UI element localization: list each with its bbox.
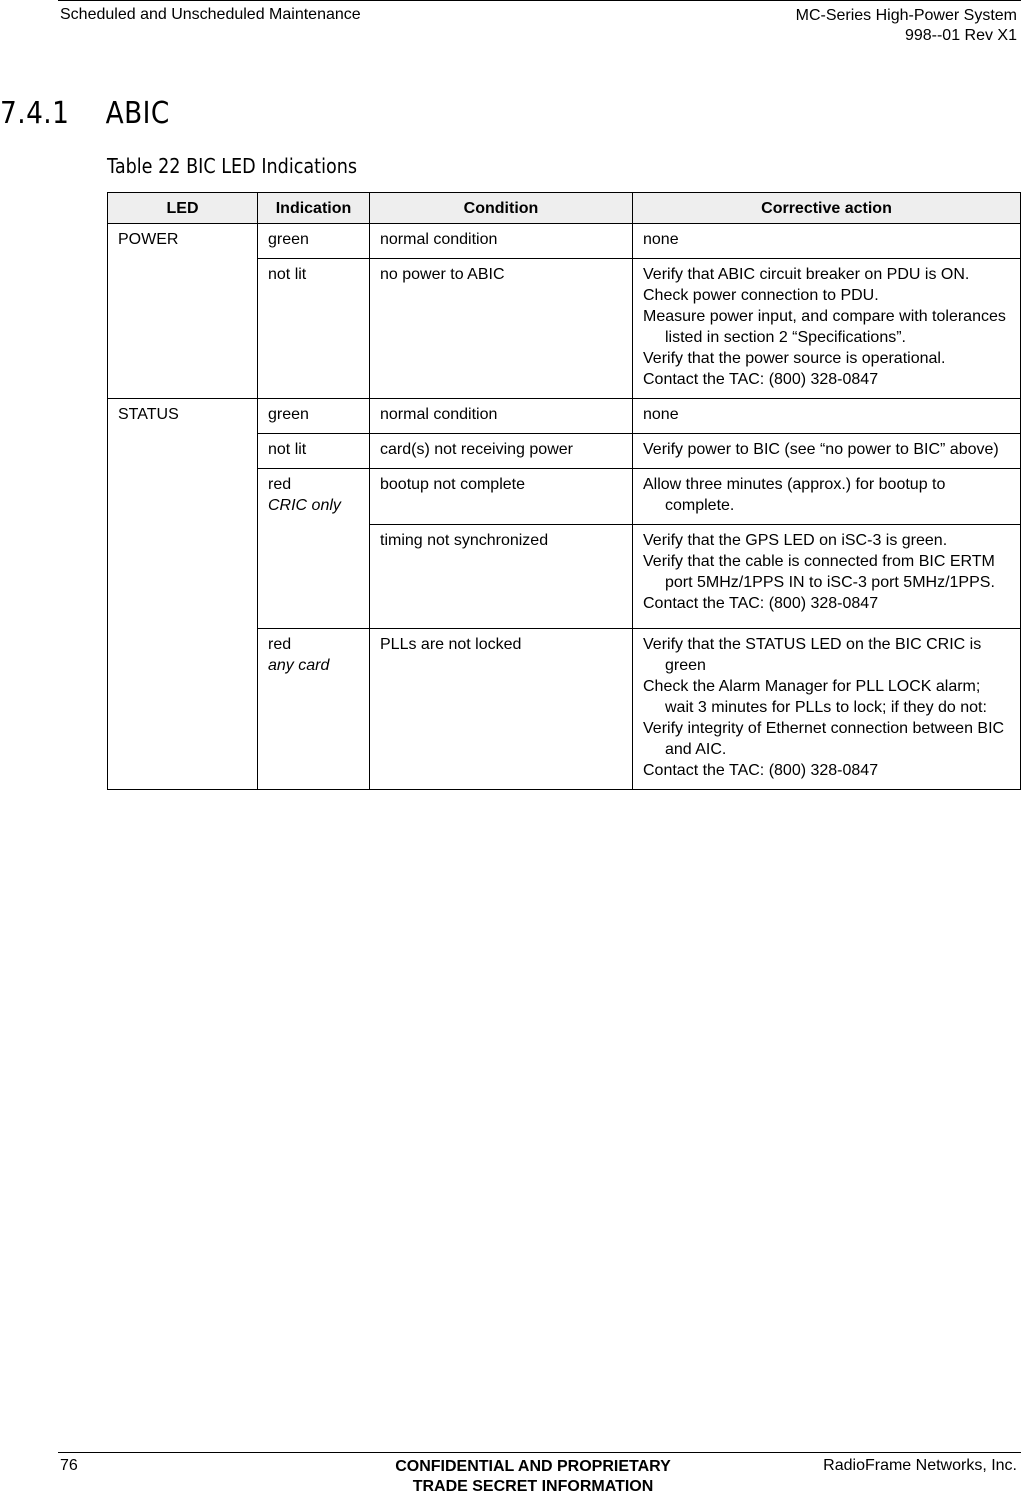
section-number: 7.4.1 (0, 96, 70, 131)
footer-confidential-line2: TRADE SECRET INFORMATION (412, 1478, 654, 1495)
action-cell: none (633, 399, 1021, 434)
action-cell (633, 469, 1021, 525)
action-cell (633, 434, 1021, 469)
table-header-row (108, 193, 1021, 224)
indication-cell (258, 629, 370, 790)
indication-cell: green (258, 224, 370, 259)
condition-cell: bootup not complete (370, 469, 633, 525)
header-left-text: Scheduled and Unscheduled Maintenance (60, 6, 361, 23)
action-cell (633, 525, 1021, 629)
section-title: ABIC (105, 96, 170, 131)
action-line: Verify integrity of Ethernet connection between BIC and AIC. (643, 720, 1005, 758)
action-line: Verify that the GPS LED on iSC-3 is green. (643, 532, 948, 549)
action-line: Verify power to BIC (see “no power to BIC” above) (643, 441, 999, 458)
table-row (108, 224, 1021, 259)
led-status: STATUS (108, 399, 258, 790)
indication-cell (258, 469, 370, 629)
action-line: Measure power input, and compare with tolerances listed in section 2 “Specifications”. (643, 308, 1006, 346)
indication-cell: not lit (258, 259, 370, 399)
header-led: LED (108, 193, 258, 224)
header-corrective-action: Corrective action (633, 193, 1021, 224)
condition-cell: timing not synchronized (370, 525, 633, 629)
indication-color: red (268, 636, 292, 653)
indication-note: CRIC only (268, 497, 341, 514)
header-revision: 998--01 Rev X1 (904, 27, 1017, 44)
action-line: Verify that ABIC circuit breaker on PDU is ON. (643, 266, 970, 283)
action-line: Verify that the STATUS LED on the BIC CRIC is green (643, 636, 982, 674)
action-cell (633, 259, 1021, 399)
action-line: Verify that the power source is operational. (643, 350, 946, 367)
table-caption: Table 22 BIC LED Indications (107, 154, 358, 178)
footer-company: RadioFrame Networks, Inc. (823, 1457, 1017, 1474)
condition-cell: no power to ABIC (370, 259, 633, 399)
footer-rule (58, 1452, 1021, 1453)
footer-confidential (360, 1457, 706, 1497)
led-power: POWER (108, 224, 258, 399)
header-right-text (796, 6, 1017, 46)
header-condition: Condition (370, 193, 633, 224)
indication-cell: not lit (258, 434, 370, 469)
action-cell (633, 629, 1021, 790)
condition-cell: card(s) not receiving power (370, 434, 633, 469)
page-number: 76 (60, 1457, 78, 1474)
led-indications-table (107, 192, 1021, 790)
header-indication: Indication (258, 193, 370, 224)
indication-cell: green (258, 399, 370, 434)
action-line: Verify that the cable is connected from BIC ERTM port 5MHz/1PPS IN to iSC-3 port 5MHz/1PPS. (643, 553, 995, 591)
footer-confidential-line1: CONFIDENTIAL AND PROPRIETARY (395, 1458, 671, 1475)
action-line: Allow three minutes (approx.) for bootup to complete. (643, 476, 946, 514)
condition-cell: PLLs are not locked (370, 629, 633, 790)
action-cell: none (633, 224, 1021, 259)
indication-color: red (268, 476, 292, 493)
indication-note: any card (268, 657, 330, 674)
section-heading (0, 96, 170, 131)
header-product: MC-Series High-Power System (795, 7, 1017, 24)
action-line: Contact the TAC: (800) 328-0847 (643, 595, 879, 612)
action-line: Contact the TAC: (800) 328-0847 (643, 371, 879, 388)
table-row (108, 399, 1021, 434)
condition-cell: normal condition (370, 399, 633, 434)
action-line: Check the Alarm Manager for PLL LOCK alarm; wait 3 minutes for PLLs to lock; if they do not: (643, 678, 987, 716)
condition-cell: normal condition (370, 224, 633, 259)
header-rule (58, 0, 1021, 1)
action-line: Contact the TAC: (800) 328-0847 (643, 762, 879, 779)
action-line: Check power connection to PDU. (643, 287, 879, 304)
